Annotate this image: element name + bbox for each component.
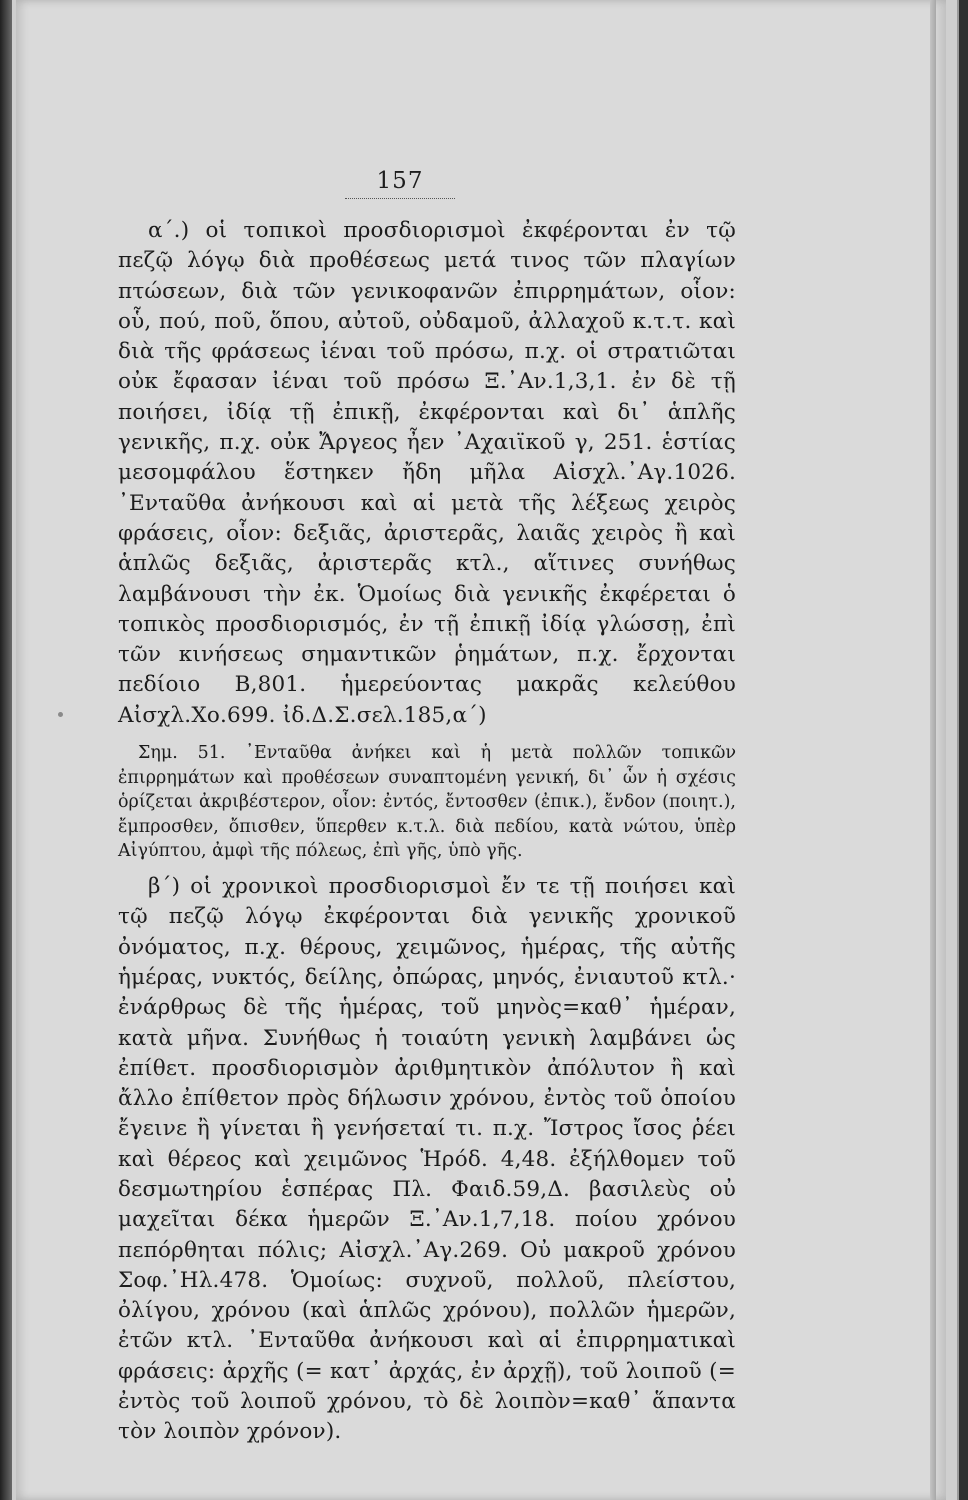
book-spine-shadow (0, 0, 12, 1500)
paragraph-alpha: α΄.) οἱ τοπικοὶ προσδιορισμοὶ ἐκφέρονται ἐν τῷ πεζῷ λόγῳ διὰ προθέσεως μετά τινος τῶν πλαγίων πτώσεων, διὰ τῶν γενικοφανῶν ἐπιρρημάτων, οἷον: οὗ, πού, ποῦ, ὅπου, αὐτοῦ, οὐδαμοῦ, ἀλλαχοῦ κ.τ.τ. καὶ διὰ τῆς φράσεως ἰέναι τοῦ πρόσω, π.χ. οἱ στρατιῶται οὐκ ἔφασαν ἰέναι τοῦ πρόσω Ξ.᾿Αν.1,3,1. ἐν δὲ τῇ ποιήσει, ἰδίᾳ τῇ ἐπικῇ, ἐκφέρονται καὶ δι᾿ ἁπλῆς γενικῆς, π.χ. οὐκ Ἄργεος ἦεν ᾿Αχαιϊκοῦ γ, 251. ἑστίας μεσομφάλου ἕστηκεν ἤδη μῆλα Αἰσχλ.᾿Αγ.1026. ᾿Ενταῦθα ἀνήκουσι καὶ αἱ μετὰ τῆς λέξεως χειρὸς φράσεις, οἷον: δεξιᾶς, ἀριστερᾶς, λαιᾶς χειρὸς ἢ καὶ ἁπλῶς δεξιᾶς, ἀριστερᾶς κτλ., αἵτινες συνήθως λαμβάνουσι τὴν ἐκ. Ὁμοίως διὰ γενικῆς ἐκφέρεται ὁ τοπικὸς προσδιορισμός, ἐν τῇ ἐπικῇ ἰδίᾳ γλώσσῃ, ἐπὶ τῶν κινήσεως σημαντικῶν ῥημάτων, π.χ. ἔρχονται πεδίοιο Β,801. ἡμερεύοντας μακρᾶς κελεύθου Αἰσχλ.Χο.699. ἰδ.Δ.Σ.σελ.185,α΄) (118, 218, 736, 728)
page-edge (930, 0, 936, 1500)
page-number: 157 (376, 168, 424, 194)
paragraph-beta: β΄) οἱ χρονικοὶ προσδιορισμοὶ ἔν τε τῇ ποιήσει καὶ τῷ πεζῷ λόγῳ ἐκφέρονται διὰ γενικῆς χρονικοῦ ὀνόματος, π.χ. θέρους, χειμῶνος, ἡμέρας, τῆς αὐτῆς ἡμέρας, νυκτός, δείλης, ὀπώρας, μηνός, ἐνιαυτοῦ κτλ.· ἐνάρθρως δὲ τῆς ἡμέρας, τοῦ μηνὸς=καθ᾿ ἡμέραν, κατὰ μῆνα. Συνήθως ἡ τοιαύτη γενικὴ λαμβάνει ὡς ἐπίθετ. προσδιορισμὸν ἀριθμητικὸν ἀπόλυτον ἢ καὶ ἄλλο ἐπίθετον πρὸς δήλωσιν χρόνου, ἐντὸς τοῦ ὁποίου ἔγεινε ἢ γίνεται ἢ γενήσεταί τι. π.χ. Ἴστρος ἴσος ῥέει καὶ θέρεος καὶ χειμῶνος Ἡρόδ. 4,48. ἐξήλθομεν τοῦ δεσμωτηρίου ἑσπέρας Πλ. Φαιδ.59,Δ. βασιλεὺς οὐ μαχεῖται δέκα ἡμερῶν Ξ.᾿Αν.1,7,18. ποίου χρόνου πεπόρθηται πόλις; Αἰσχλ.᾿Αγ.269. Οὐ μακροῦ χρόνου Σοφ.᾿Ηλ.478. Ὁμοίως: συχνοῦ, πολλοῦ, πλείστου, ὀλίγου, χρόνου (καὶ ἁπλῶς χρόνου), πολλῶν ἡμερῶν, ἐτῶν κτλ. ᾿Ενταῦθα ἀνήκουσι καὶ αἱ ἐπιρρηματικαὶ φράσεις: ἀρχῆς (= κατ᾿ ἀρχάς, ἐν ἀρχῇ), τοῦ λοιποῦ (= ἐντὸς τοῦ λοιποῦ χρόνου, τὸ δὲ λοιπὸν=καθ᾿ ἅπαντα τὸν λοιπὸν χρόνον). (118, 874, 736, 1445)
body-text (118, 216, 736, 1448)
margin-mark (58, 712, 63, 717)
page-number-rule (345, 198, 455, 199)
note-51: Σημ. 51. ᾿Ενταῦθα ἀνήκει καὶ ἡ μετὰ πολλῶν τοπικῶν ἐπιρρημάτων καὶ προθέσεων συναπτομένη γενική, δι᾿ ὧν ἡ σχέσις ὁρίζεται ἀκριβέστερον, οἷον: ἐντός, ἔντοσθεν (ἐπικ.), ἔνδον (ποιητ.), ἔμπροσθεν, ὄπισθεν, ὕπερθεν κ.τ.λ. διὰ πεδίου, κατὰ νώτου, ὑπὲρ Αἰγύπτου, ἀμφὶ τῆς πόλεως, ἐπὶ γῆς, ὑπὸ γῆς. (118, 743, 736, 862)
